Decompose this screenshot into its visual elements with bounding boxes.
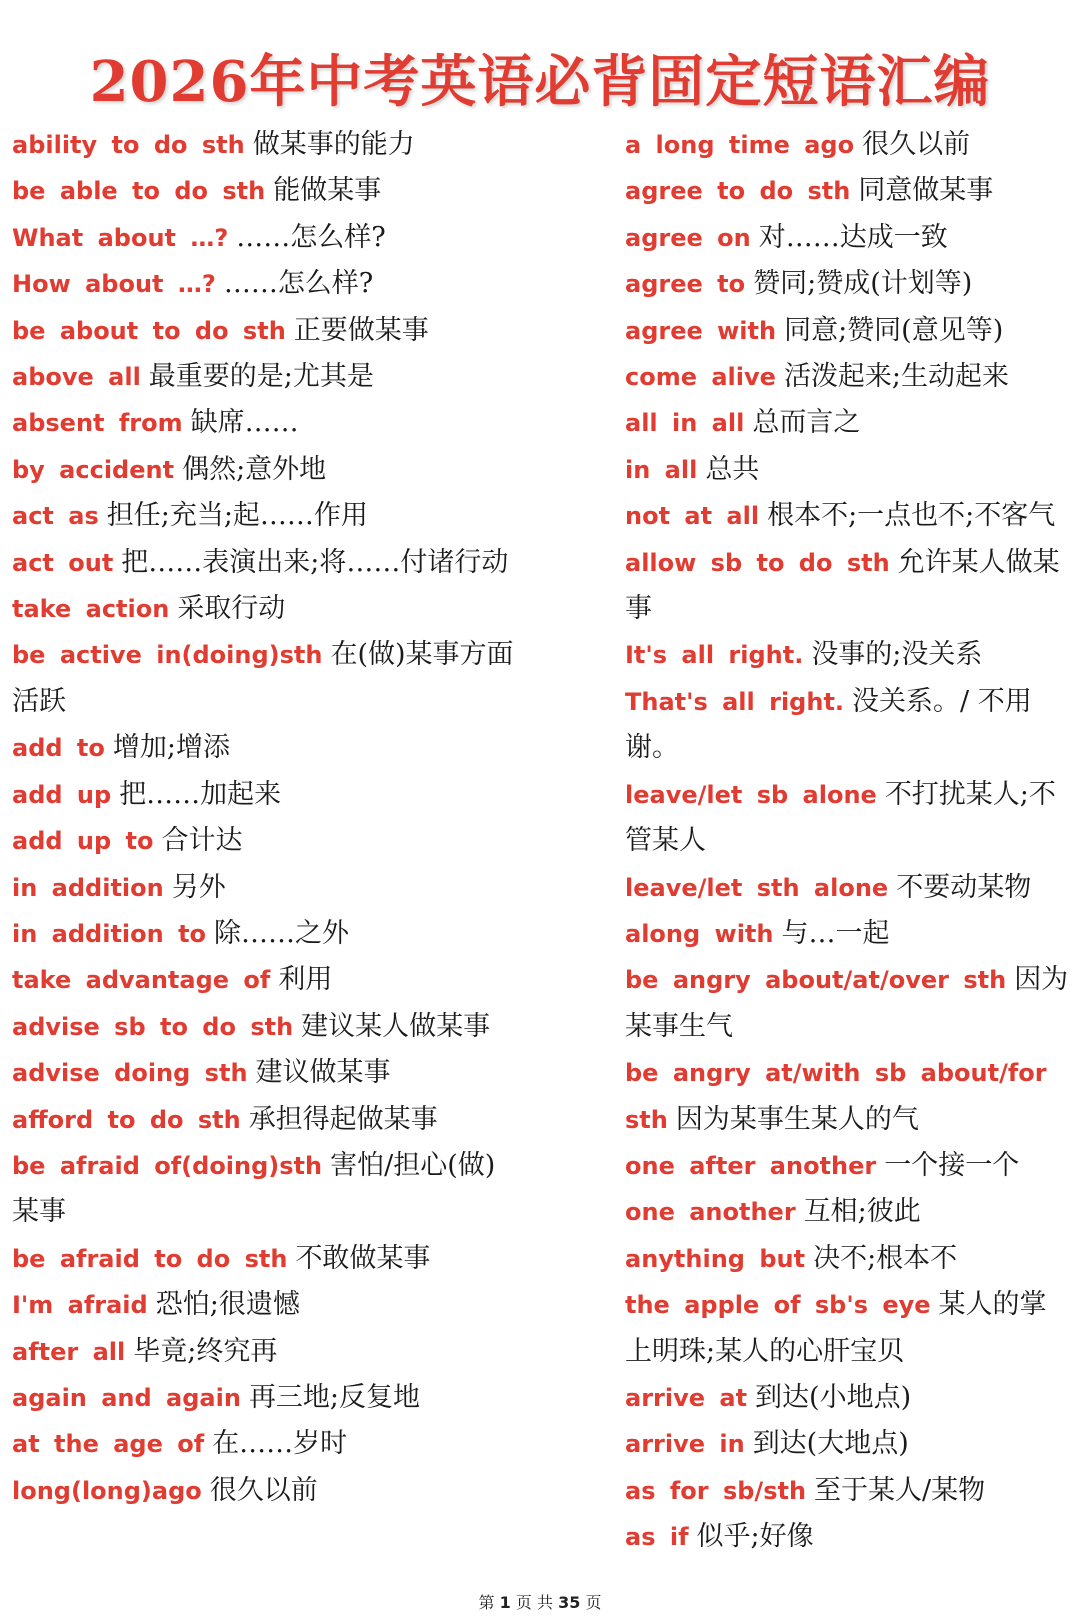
footer-mid: 页 共 xyxy=(515,1593,553,1612)
phrase-entry xyxy=(12,447,522,493)
phrase-english: be about to do sth xyxy=(12,316,286,345)
phrase-entry xyxy=(12,1421,522,1467)
phrase-entry xyxy=(12,215,522,261)
phrase-chinese: 担任;充当;起……作用 xyxy=(106,500,368,532)
phrase-chinese: 偶然;意外地 xyxy=(182,453,327,485)
phrase-english: above all xyxy=(12,363,141,392)
phrase-english: one after another xyxy=(625,1151,877,1180)
phrase-english: in addition to xyxy=(12,919,207,948)
phrase-entry xyxy=(12,911,522,957)
phrase-entry xyxy=(625,1468,1070,1514)
phrase-english: What about …? xyxy=(12,223,229,252)
phrase-chinese: 建议做某事 xyxy=(255,1057,391,1089)
phrase-chinese: 增加;增添 xyxy=(112,732,230,764)
phrase-english: I'm afraid xyxy=(12,1291,148,1320)
phrase-entry xyxy=(625,1236,1070,1282)
phrase-english: add to xyxy=(12,734,105,763)
phrase-english: after all xyxy=(12,1337,126,1366)
phrase-english: afford to do sth xyxy=(12,1105,241,1134)
phrase-chinese: 因为某事生气 xyxy=(625,964,1069,1042)
phrase-entry xyxy=(12,725,522,771)
phrase-chinese: 能做某事 xyxy=(273,175,382,207)
phrase-entry xyxy=(625,772,1070,865)
phrase-english: be afraid of(doing)sth xyxy=(12,1151,323,1180)
phrase-english: be able to do sth xyxy=(12,177,266,206)
phrase-chinese: 没关系。/ 不用谢。 xyxy=(625,685,1032,764)
phrase-entry xyxy=(12,586,522,632)
phrase-english: anything but xyxy=(625,1244,806,1273)
phrase-chinese: 总而言之 xyxy=(752,407,861,439)
phrase-chinese: 毕竟;终究再 xyxy=(133,1335,278,1367)
phrase-chinese: ……怎么样? xyxy=(236,221,386,253)
phrase-entry xyxy=(625,1282,1070,1375)
phrase-chinese: 另外 xyxy=(171,871,226,903)
phrase-chinese: 一个接一个 xyxy=(884,1149,1020,1181)
phrase-chinese: 缺席…… xyxy=(190,407,299,439)
phrase-entry xyxy=(12,1097,522,1143)
phrase-chinese: ……怎么样? xyxy=(223,268,374,300)
phrase-english: a long time ago xyxy=(625,131,855,159)
phrase-english: the apple of sb's eye xyxy=(625,1291,931,1320)
phrase-english: agree to do sth xyxy=(625,177,851,206)
phrase-english: in addition xyxy=(12,873,164,902)
phrase-entry xyxy=(625,540,1070,633)
phrase-chinese: 到达(小地点) xyxy=(755,1381,912,1413)
phrase-chinese: 赞同;赞成(计划等) xyxy=(753,268,973,300)
phrase-chinese: 把……表演出来;将……付诸行动 xyxy=(121,546,509,578)
phrase-chinese: 再三地;反复地 xyxy=(248,1381,421,1413)
phrase-english: leave/let sth alone xyxy=(625,873,889,902)
phrase-english: It's all right. xyxy=(625,641,804,670)
footer-prefix: 第 xyxy=(478,1593,495,1612)
phrase-entry xyxy=(625,1514,1070,1560)
phrase-chinese: 合计达 xyxy=(161,825,243,857)
phrase-entry xyxy=(12,1468,522,1514)
phrase-chinese: 很久以前 xyxy=(209,1474,318,1506)
phrase-chinese: 互相;彼此 xyxy=(803,1196,921,1228)
phrase-entry xyxy=(12,261,522,307)
footer-suffix: 页 xyxy=(585,1593,602,1612)
phrase-english: arrive at xyxy=(625,1383,748,1412)
phrase-english: arrive in xyxy=(625,1430,745,1459)
phrase-entry xyxy=(12,540,522,586)
phrase-entry xyxy=(12,493,522,539)
phrase-english: agree to xyxy=(625,270,746,299)
phrase-chinese: 似乎;好像 xyxy=(696,1521,814,1553)
phrase-chinese: 不要动某物 xyxy=(896,871,1032,903)
phrase-entry xyxy=(625,447,1070,493)
phrase-entry xyxy=(12,308,522,354)
phrase-english: act out xyxy=(12,548,114,577)
phrase-entry xyxy=(625,679,1070,772)
phrase-english: That's all right. xyxy=(625,687,845,716)
phrase-entry xyxy=(625,261,1070,307)
phrase-chinese: 害怕/担心(做)某事 xyxy=(12,1149,496,1228)
phrase-english: How about …? xyxy=(12,270,216,299)
phrase-entry xyxy=(625,1189,1070,1235)
phrase-english: leave/let sb alone xyxy=(625,780,877,809)
phrase-entry xyxy=(625,493,1070,539)
phrase-english: take advantage of xyxy=(12,966,271,995)
phrase-entry xyxy=(625,1143,1070,1189)
phrase-english: be active in(doing)sth xyxy=(12,641,323,670)
phrase-chinese: 到达(大地点) xyxy=(752,1428,909,1460)
phrase-chinese: 某人的掌上明珠;某人的心肝宝贝 xyxy=(625,1289,1047,1367)
phrase-entry xyxy=(12,772,522,818)
phrase-chinese: 允许某人做某事 xyxy=(625,546,1060,625)
phrase-chinese: 同意做某事 xyxy=(858,175,994,207)
phrase-english: add up to xyxy=(12,827,154,856)
phrase-entry xyxy=(625,354,1070,400)
phrase-english: take action xyxy=(12,595,170,624)
phrase-english: come alive xyxy=(625,363,776,392)
phrase-chinese: 不打扰某人;不管某人 xyxy=(625,778,1056,857)
phrase-chinese: 采取行动 xyxy=(177,593,286,625)
phrase-english: long(long)ago xyxy=(12,1476,202,1505)
phrase-chinese: 把……加起来 xyxy=(119,778,282,810)
phrase-chinese: 在……岁时 xyxy=(212,1428,348,1460)
phrase-english: agree with xyxy=(625,316,777,345)
phrase-entry xyxy=(625,1421,1070,1467)
phrase-entry xyxy=(12,1050,522,1096)
phrase-english: not at all xyxy=(625,502,760,531)
footer-total-pages: 35 xyxy=(558,1593,581,1612)
phrase-english: at the age of xyxy=(12,1430,205,1459)
phrase-entry xyxy=(625,911,1070,957)
phrase-chinese: 因为某事生某人的气 xyxy=(675,1103,919,1135)
phrase-entry xyxy=(625,308,1070,354)
phrase-english: as if xyxy=(625,1523,689,1552)
phrase-chinese: 利用 xyxy=(278,964,333,996)
phrase-english: again and again xyxy=(12,1383,241,1412)
phrase-entry xyxy=(625,1050,1070,1143)
phrase-entry xyxy=(625,1375,1070,1421)
phrase-entry xyxy=(625,122,1070,168)
phrase-chinese: 很久以前 xyxy=(862,129,971,160)
phrase-english: as for sb/sth xyxy=(625,1476,807,1505)
phrase-entry xyxy=(12,1143,522,1236)
phrase-english: add up xyxy=(12,780,112,809)
phrase-entry xyxy=(625,957,1070,1050)
phrase-entry xyxy=(625,865,1070,911)
phrase-chinese: 活泼起来;生动起来 xyxy=(783,361,1010,393)
phrase-chinese: 没事的;没关系 xyxy=(811,639,983,671)
phrase-english: be angry at/with sb about/for sth xyxy=(625,1059,1047,1134)
phrase-english: ability to do sth xyxy=(12,131,245,159)
phrase-english: absent from xyxy=(12,409,183,438)
phrase-english: by accident xyxy=(12,455,175,484)
phrase-entry xyxy=(12,632,522,725)
phrase-entry xyxy=(625,400,1070,446)
phrase-entry xyxy=(12,122,522,168)
phrase-entry xyxy=(12,400,522,446)
phrase-chinese: 对……达成一致 xyxy=(758,221,948,253)
phrase-english: all in all xyxy=(625,409,745,438)
phrase-english: be angry about/at/over sth xyxy=(625,966,1007,995)
phrase-chinese: 做某事的能力 xyxy=(252,129,415,160)
phrase-entry xyxy=(12,168,522,214)
phrase-entry xyxy=(12,1329,522,1375)
phrase-english: advise doing sth xyxy=(12,1059,248,1088)
phrase-entry xyxy=(12,1282,522,1328)
right-column xyxy=(625,122,1070,1561)
left-column xyxy=(12,122,522,1514)
phrase-entry xyxy=(625,215,1070,261)
phrase-entry xyxy=(625,632,1070,678)
phrase-entry xyxy=(12,818,522,864)
phrase-entry xyxy=(12,865,522,911)
phrase-chinese: 最重要的是;尤其是 xyxy=(148,361,374,393)
phrase-chinese: 除……之外 xyxy=(214,917,350,949)
phrase-chinese: 至于某人/某物 xyxy=(814,1474,986,1506)
phrase-entry xyxy=(12,957,522,1003)
phrase-english: in all xyxy=(625,455,698,484)
phrase-chinese: 决不;根本不 xyxy=(813,1242,958,1274)
footer-page-number: 1 xyxy=(499,1593,511,1612)
phrase-chinese: 建议某人做某事 xyxy=(301,1010,491,1042)
phrase-entry xyxy=(12,1004,522,1050)
phrase-english: along with xyxy=(625,919,774,948)
phrase-entry xyxy=(12,1375,522,1421)
phrase-entry xyxy=(625,168,1070,214)
phrase-chinese: 不敢做某事 xyxy=(295,1242,431,1274)
phrase-english: allow sb to do sth xyxy=(625,548,890,577)
page-footer xyxy=(0,1590,1080,1613)
phrase-chinese: 同意;赞同(意见等) xyxy=(784,314,1004,346)
phrase-chinese: 总共 xyxy=(705,453,760,485)
phrase-english: act as xyxy=(12,502,99,531)
phrase-english: be afraid to do sth xyxy=(12,1244,288,1273)
phrase-chinese: 根本不;一点也不;不客气 xyxy=(767,500,1056,532)
phrase-english: agree on xyxy=(625,223,751,252)
phrase-english: advise sb to do sth xyxy=(12,1012,294,1041)
phrase-chinese: 与…一起 xyxy=(781,917,890,949)
phrase-chinese: 恐怕;很遗憾 xyxy=(155,1289,300,1321)
phrase-entry xyxy=(12,354,522,400)
phrase-chinese: 在(做)某事方面活跃 xyxy=(12,639,514,717)
phrase-entry xyxy=(12,1236,522,1282)
page-title: 2026年中考英语必背固定短语汇编 xyxy=(89,49,991,115)
phrase-chinese: 正要做某事 xyxy=(293,314,429,346)
phrase-english: one another xyxy=(625,1198,796,1227)
phrase-chinese: 承担得起做某事 xyxy=(248,1103,438,1135)
